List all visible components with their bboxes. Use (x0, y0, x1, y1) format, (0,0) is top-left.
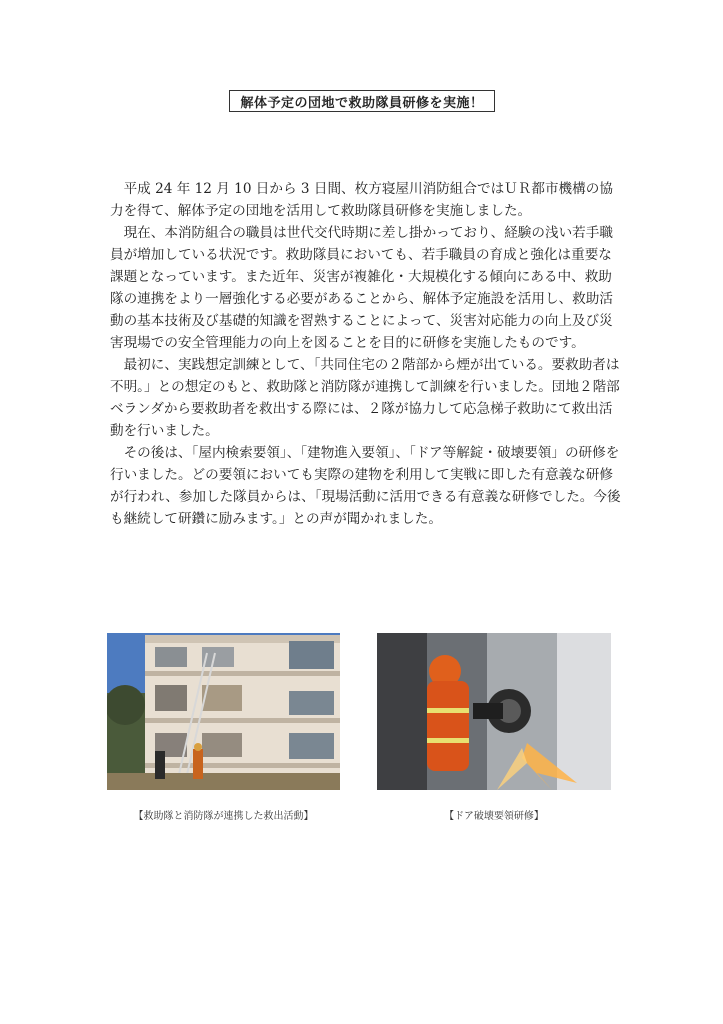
building-rescue-photo (107, 633, 340, 790)
paragraph: その後は、「屋内検索要領」、「建物進入要領」、「ドア等解錠・破壊要領」の研修を行いました。どの要領においても実際の建物を利用して実戦に即した有意義な研修が行われ、参加した隊員からは、「現場活動に活用できる有意義な研修でした。今後も継続して研鑽に励みます。」との声が聞かれました。 (110, 445, 621, 527)
paragraph: 最初に、実践想定訓練として、「共同住宅の２階部から煙が出ている。要救助者は不明。」との想定のもと、救助隊と消防隊が連携して訓練を行いました。団地２階部ベランダから要救助者を救出する際には、２隊が協力して応急梯子救助にて救出活動を行いました。 (110, 357, 620, 439)
page-title: 解体予定の団地で救助隊員研修を実施！ (229, 90, 495, 112)
paragraph: 現在、本消防組合の職員は世代交代時期に差し掛かっており、経験の浅い若手職員が増加している状況です。救助隊員においても、若手職員の育成と強化は重要な課題となっています。また近年、災害が複雑化・大規模化する傾向にある中、救助隊の連携をより一層強化する必要があることから、解体予定施設を活用し、救助活動の基本技術及び基礎的知識を習熟することによって、災害対応能力の向上及び災害現場での安全管理能力の向上を図ることを目的に研修を実施したものです。 (110, 225, 613, 351)
door-cutting-photo (377, 633, 611, 790)
article-body (110, 178, 625, 530)
photo-caption: 【ドア破壊要領研修】 (444, 811, 544, 822)
paragraph: 平成 24 年 12 月 10 日から 3 日間、枚方寝屋川消防組合ではＵＲ都市機構の協力を得て、解体予定の団地を活用して救助隊員研修を実施しました。 (110, 181, 613, 219)
photo-caption: 【救助隊と消防隊が連携した救出活動】 (133, 811, 314, 822)
